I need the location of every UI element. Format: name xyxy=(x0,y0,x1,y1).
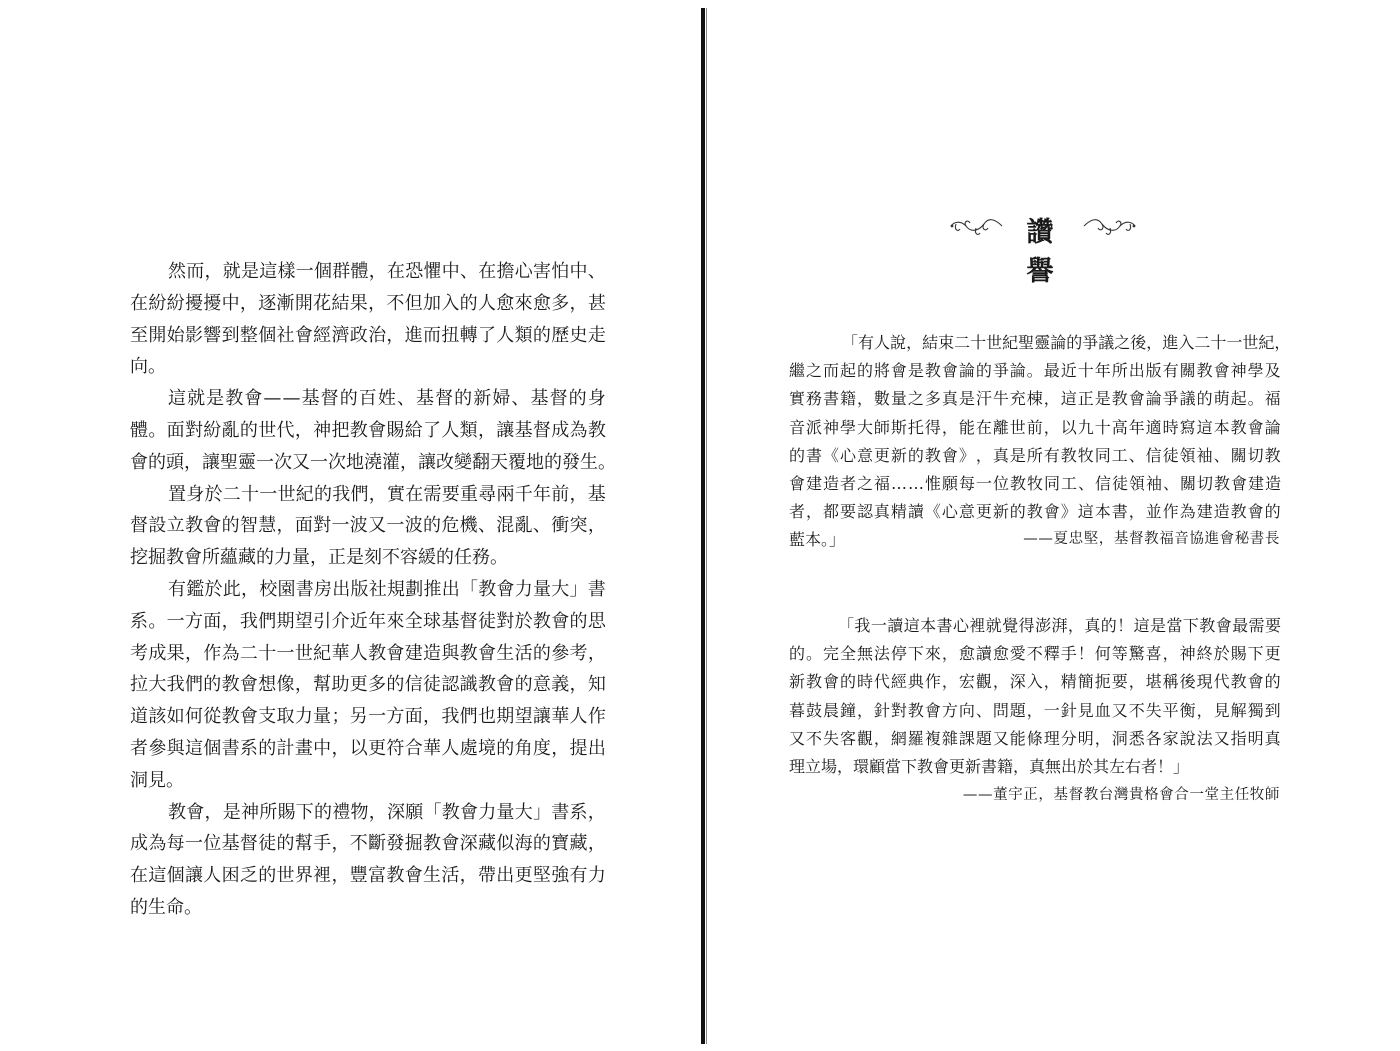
paragraph-line: 洞見。 xyxy=(130,769,184,791)
paragraph-line: 有 鑑 於 此 ， 校 園 書 房 出 版 社 規 劃 推 出 「 教 會 力 量 大 」 書 xyxy=(168,579,606,600)
paragraph-line: 在 這 個 讓 人 困 乏 的 世 界 裡 ， 豐 富 教 會 生 活 ， 帶 出 更 堅 強 有 力 xyxy=(130,865,606,887)
paragraph-line: 在 紛 紛 擾 擾 中 ， 逐 漸 開 花 結 果 ， 不 但 加 入 的 人 愈 來 愈 多 ， 甚 xyxy=(130,292,606,314)
quote-line: 暮 鼓 晨 鐘 ， 針 對 教 會 方 向 、 問 題 ， 一 針 見 血 又 不 失 平 衡 ， 見 解 獨 到 xyxy=(789,700,1281,720)
quote-line: 「 我 一 讀 這 本 書 心 裡 就 覺 得 澎 湃 ， 真 的 ！ 這 是 當 下 教 會 最 需 要 xyxy=(838,616,1281,635)
paragraph-line: 考 成 果 ， 作 為 二 十 一 世 紀 華 人 教 會 建 造 與 教 會 生 活 的 參 考 ， xyxy=(130,642,606,664)
paragraph-line: 的生命。 xyxy=(130,897,202,918)
paragraph-line: 督 設 立 教 會 的 智 慧 ， 面 對 一 波 又 一 波 的 危 機 、 混 亂 、 衝 突 ， xyxy=(130,515,606,537)
paragraph-line: 至 開 始 影 響 到 整 個 社 會 經 濟 政 治 ， 進 而 扭 轉 了 人 類 的 歷 史 走 xyxy=(130,324,606,346)
quote-line: 繼 之 而 起 的 將 會 是 教 會 論 的 爭 論 。 最 近 十 年 所 出 版 有 關 教 會 神 學 及 xyxy=(789,361,1281,381)
page-title: 讚譽 xyxy=(1026,217,1076,287)
quote-attribution: ——夏忠堅，基督教福音協進會秘書長 xyxy=(1023,531,1280,547)
paragraph-line: 體 。 面 對 紛 亂 的 世 代 ， 神 把 教 會 賜 給 了 人 類 ， 讓 基 督 成 為 教 xyxy=(130,420,606,441)
quote-line: 的 書 《 心 意 更 新 的 教 會 》 ， 真 是 所 有 教 牧 同 工 、 信 徒 領 袖 、 關 切 教 xyxy=(789,445,1281,465)
quote-line: 又 不 失 客 觀 ， 網 羅 複 雜 課 題 又 能 條 理 分 明 ， 洞 悉 各 家 說 法 又 指 明 真 xyxy=(789,728,1281,748)
paragraph-line: 這 就 是 教 會 — — 基 督 的 百 姓 、 基 督 的 新 婦 、 基 督 的 身 xyxy=(168,388,606,410)
paragraph-line: 然 而 ， 就 是 這 樣 一 個 群 體 ， 在 恐 懼 中 、 在 擔 心 害 怕 中 、 xyxy=(168,261,606,282)
paragraph-line: 系 。 一 方 面 ， 我 們 期 望 引 介 近 年 來 全 球 基 督 徒 對 於 教 會 的 思 xyxy=(130,610,606,632)
book-gutter-shadow xyxy=(706,8,707,1044)
quote-line: 新 教 會 的 時 代 經 典 作 ， 宏 觀 ， 深 入 ， 精 簡 扼 要 ， 堪 稱 後 現 代 教 會 的 xyxy=(789,672,1281,692)
quote-line: 藍本。」 xyxy=(789,530,846,550)
quote-line: 實 務 書 籍 ， 數 量 之 多 真 是 汗 牛 充 棟 ， 這 正 是 教 會 論 爭 議 的 萌 起 。 福 xyxy=(789,389,1281,409)
floral-ornament-right-icon xyxy=(1082,214,1138,238)
quote-line: 者 ， 都 要 認 真 精 讀 《 心 意 更 新 的 教 會 》 這 本 書 ， 並 作 為 建 造 教 會 的 xyxy=(789,502,1281,522)
paragraph-line: 道 該 如 何 從 教 會 支 取 力 量 ； 另 一 方 面 ， 我 們 也 期 望 讓 華 人 作 xyxy=(130,706,606,728)
quote-line: 會 建 造 者 之 福 … … 惟 願 每 一 位 教 牧 同 工 、 信 徒 領 袖 、 關 切 教 會 建 造 xyxy=(789,474,1281,493)
paragraph-line: 成 為 每 一 位 基 督 徒 的 幫 手 ， 不 斷 發 掘 教 會 深 藏 似 海 的 寶 藏 ， xyxy=(130,833,606,855)
paragraph-line: 拉 大 我 們 的 教 會 想 像 ， 幫 助 更 多 的 信 徒 認 識 教 會 的 意 義 ， 知 xyxy=(130,674,606,696)
quote-line: 的 。 完 全 無 法 停 下 來 ， 愈 讀 愈 愛 不 釋 手 ！ 何 等 驚 喜 ， 神 終 於 賜 下 更 xyxy=(789,644,1281,664)
paragraph-line: 會的頭，讓聖靈一次又一次地澆灌，讓改變翻天覆地的發生。 xyxy=(130,451,616,473)
paragraph-line: 挖掘教會所蘊藏的力量，正是刻不容緩的任務。 xyxy=(130,547,508,569)
quote-line: 「 有 人 說 ， 結 束 二 十 世 紀 聖 靈 論 的 爭 議 之 後 ， 進 入 二 十 一 世 紀 ， xyxy=(842,333,1291,352)
book-gutter xyxy=(701,8,705,1044)
paragraph-line: 向。 xyxy=(130,356,166,378)
paragraph-line: 置 身 於 二 十 一 世 紀 的 我 們 ， 實 在 需 要 重 尋 兩 千 年 前 ， 基 xyxy=(168,483,606,505)
quote-line: 理立場，環顧當下教會更新書籍，真無出於其左右者！」 xyxy=(789,757,1190,776)
paragraph-line: 者 參 與 這 個 書 系 的 計 畫 中 ， 以 更 符 合 華 人 處 境 的 角 度 ， 提 出 xyxy=(130,738,606,759)
paragraph-line: 教 會 ， 是 神 所 賜 下 的 禮 物 ， 深 願 「 教 會 力 量 大 」 書 系 ， xyxy=(168,801,606,823)
quote-attribution: ——董宇正，基督教台灣貴格會合一堂主任牧師 xyxy=(962,787,1280,803)
quote-line: 音 派 神 學 大 師 斯 托 得 ， 能 在 離 世 前 ， 以 九 十 高 年 適 時 寫 這 本 教 會 論 xyxy=(789,417,1281,437)
